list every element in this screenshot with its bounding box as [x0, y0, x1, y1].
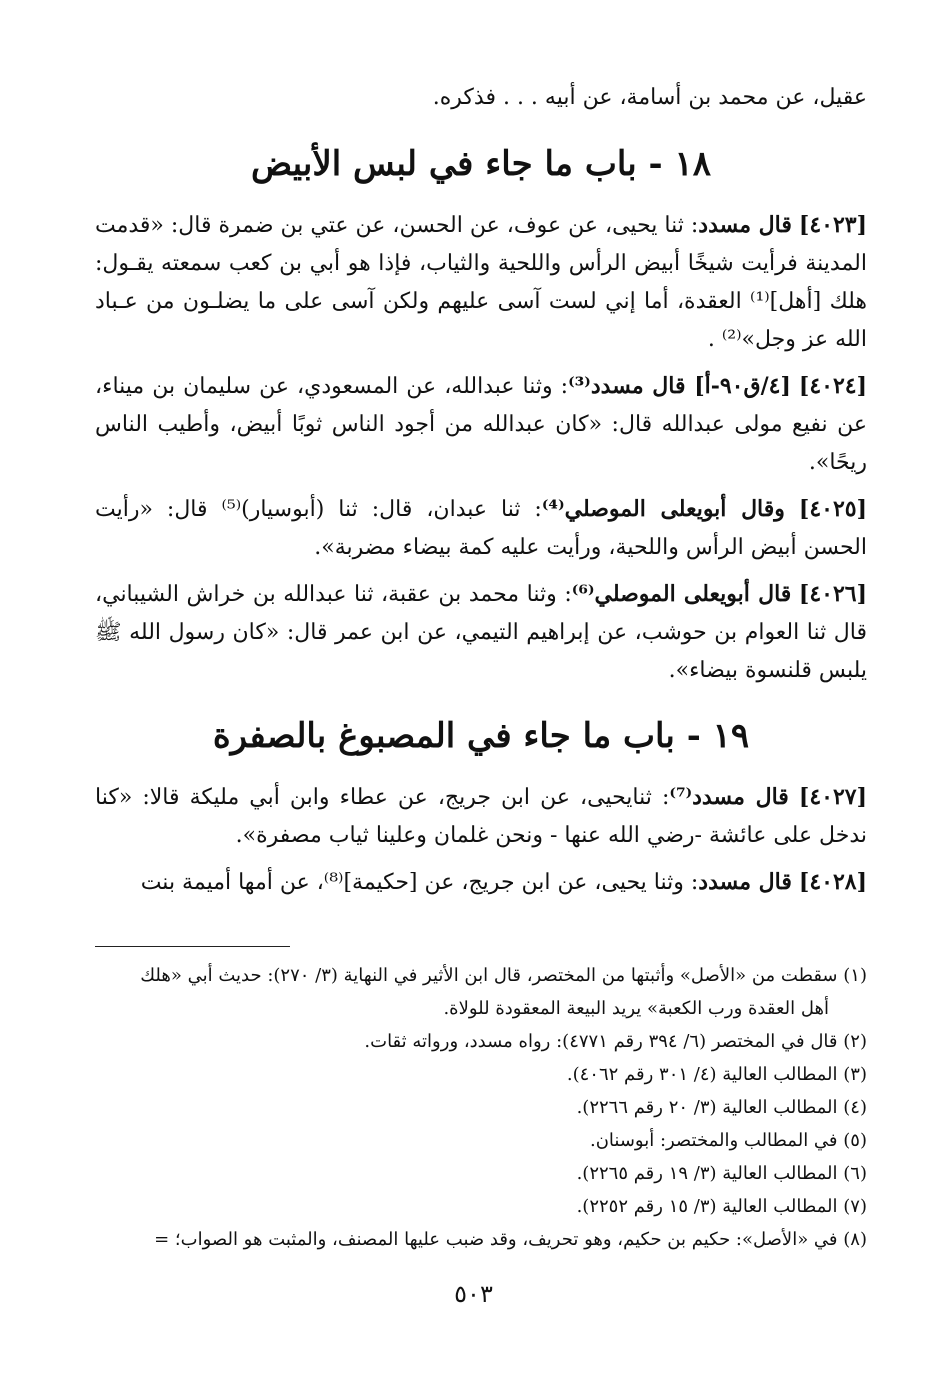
footnote-2	[95, 1025, 867, 1058]
footnote-label: (١)	[843, 965, 867, 986]
hadith-narrator: قال أبويعلى الموصلي⁽⁶⁾	[571, 581, 792, 607]
footnote-label: (٤)	[843, 1097, 867, 1118]
footnote-label: (٥)	[843, 1130, 867, 1151]
footnote-4	[95, 1091, 867, 1124]
hadith-number: [٤٠٢٥]	[798, 496, 867, 522]
footnote-separator-wrap	[95, 946, 867, 947]
footnote-6	[95, 1157, 867, 1190]
hadith-number: [٤٠٢٣]	[798, 212, 867, 238]
hadith-narrator: قال مسدد	[698, 869, 792, 895]
footnote-1-continuation: أهل العقدة ورب الكعبة» يريد البيعة المعقودة للولاة.	[443, 998, 829, 1019]
footnote-text: المطالب العالية (٣/ ١٥ رقم ٢٢٥٢).	[576, 1196, 838, 1217]
hadith-text: : ثنا يحيى، عن عوف، عن الحسن، عن عتي بن ضمرة قال: «قدمت المدينة فرأيت شيخًا أبيض الرأس واللحية والثياب، فإذا هو أبي بن كعب سمعته يقـول: هلك [أهل]⁽¹⁾ العقدة، أما إني لست آسى عليهم ولكن آسى على ما يضلـون من عـباد الله عز وجل»⁽²⁾ .	[94, 213, 867, 352]
hadith-4028	[95, 863, 867, 902]
footnote-label: (٦)	[843, 1163, 867, 1184]
hadith-text: : ثنا عبدان، قال: ثنا (أبوسيار)⁽⁵⁾ قال: «رأيت الحسن أبيض الرأس واللحية، ورأيت عليه كمة بيضاء مضربة».	[95, 497, 867, 560]
hadith-text: : ثنايحيى، عن ابن جريج، عن عطاء وابن أبي مليكة قالا: «كنا ندخل على عائشة -رضي الله عنها - ونحن غلمان وعلينا ثياب مصفرة».	[95, 785, 867, 848]
hadith-narrator: وقال أبويعلى الموصلي⁽⁴⁾	[541, 496, 785, 522]
footnote-separator	[95, 946, 290, 947]
footnote-text: قال في المختصر (٦/ ٣٩٤ رقم ٤٧٧١): رواه مسدد، ورواته ثقات.	[364, 1031, 838, 1052]
footnote-label: (٨)	[843, 1229, 867, 1250]
footnote-text: المطالب العالية (٤/ ٣٠١ رقم ٤٠٦٢).	[566, 1064, 838, 1085]
footnote-text: سقطت من «الأصل» وأثبتها من المختصر، قال ابن الأثير في النهاية (٣/ ٢٧٠): حديث أبي «هلك	[140, 965, 838, 986]
hadith-narrator: قال مسدد⁽⁷⁾	[669, 784, 789, 810]
hadith-number: [٤٠٢٧]	[798, 784, 868, 810]
footnote-7	[95, 1190, 867, 1223]
footnote-text: في «الأصل»: حكيم بن حكيم، وهو تحريف، وقد ضبب عليها المصنف، والمثبت هو الصواب؛ =	[154, 1229, 838, 1250]
hadith-narrator: قال مسدد	[698, 212, 792, 238]
section-heading-18: ١٨ - باب ما جاء في لبس الأبيض	[250, 144, 712, 184]
footnotes	[95, 959, 867, 1256]
hadith-text: : وثنا محمد بن عقبة، ثنا عبدالله بن خراش الشيباني، قال ثنا العوام بن حوشب، عن إبراهيم التيمي، عن ابن عمر قال: «كان رسول الله ﷺ يلبس قلنسوة بيضاء».	[95, 582, 867, 683]
hadith-4024	[95, 367, 867, 482]
footnote-8	[95, 1223, 867, 1256]
hadith-text: : وثنا يحيى، عن ابن جريج، عن [حكيمة]⁽⁸⁾، عن أمها أميمة بنت	[140, 870, 699, 895]
footnote-3	[95, 1058, 867, 1091]
page-number: ٥٠٣	[454, 1280, 493, 1308]
section-heading-19: ١٩ - باب ما جاء في المصبوغ بالصفرة	[212, 716, 750, 756]
footnote-label: (٢)	[843, 1031, 867, 1052]
hadith-number: [٤٠٢٦]	[798, 581, 868, 607]
footnote-label: (٧)	[843, 1196, 867, 1217]
footnote-text: في المطالب والمختصر: أبوسنان.	[589, 1130, 838, 1151]
footnote-1	[95, 959, 867, 992]
hadith-4027	[95, 778, 867, 855]
footnote-label: (٣)	[843, 1064, 867, 1085]
hadith-text: : وثنا عبدالله، عن المسعودي، عن سليمان بن ميناء، عن نفيع مولى عبدالله قال: «كان عبدالله من أجود الناس ثوبًا أبيض، وأطيب الناس ريحًا».	[95, 374, 867, 475]
footnote-text: المطالب العالية (٣/ ١٩ رقم ٢٢٦٥).	[576, 1163, 838, 1184]
hadith-4026	[95, 575, 867, 690]
intro-line: عقيل، عن محمد بن أسامة، عن أبيه . . . فذكره.	[432, 85, 867, 110]
hadith-4023	[95, 206, 867, 359]
hadith-narrator: [٤/ق٩٠-أ] قال مسدد⁽³⁾	[568, 373, 791, 399]
hadith-4025	[95, 490, 867, 567]
footnote-text: المطالب العالية (٣/ ٢٠ رقم ٢٢٦٦).	[576, 1097, 838, 1118]
hadith-number: [٤٠٢٤]	[798, 373, 868, 399]
hadith-number: [٤٠٢٨]	[798, 869, 867, 895]
footnote-5	[95, 1124, 867, 1157]
